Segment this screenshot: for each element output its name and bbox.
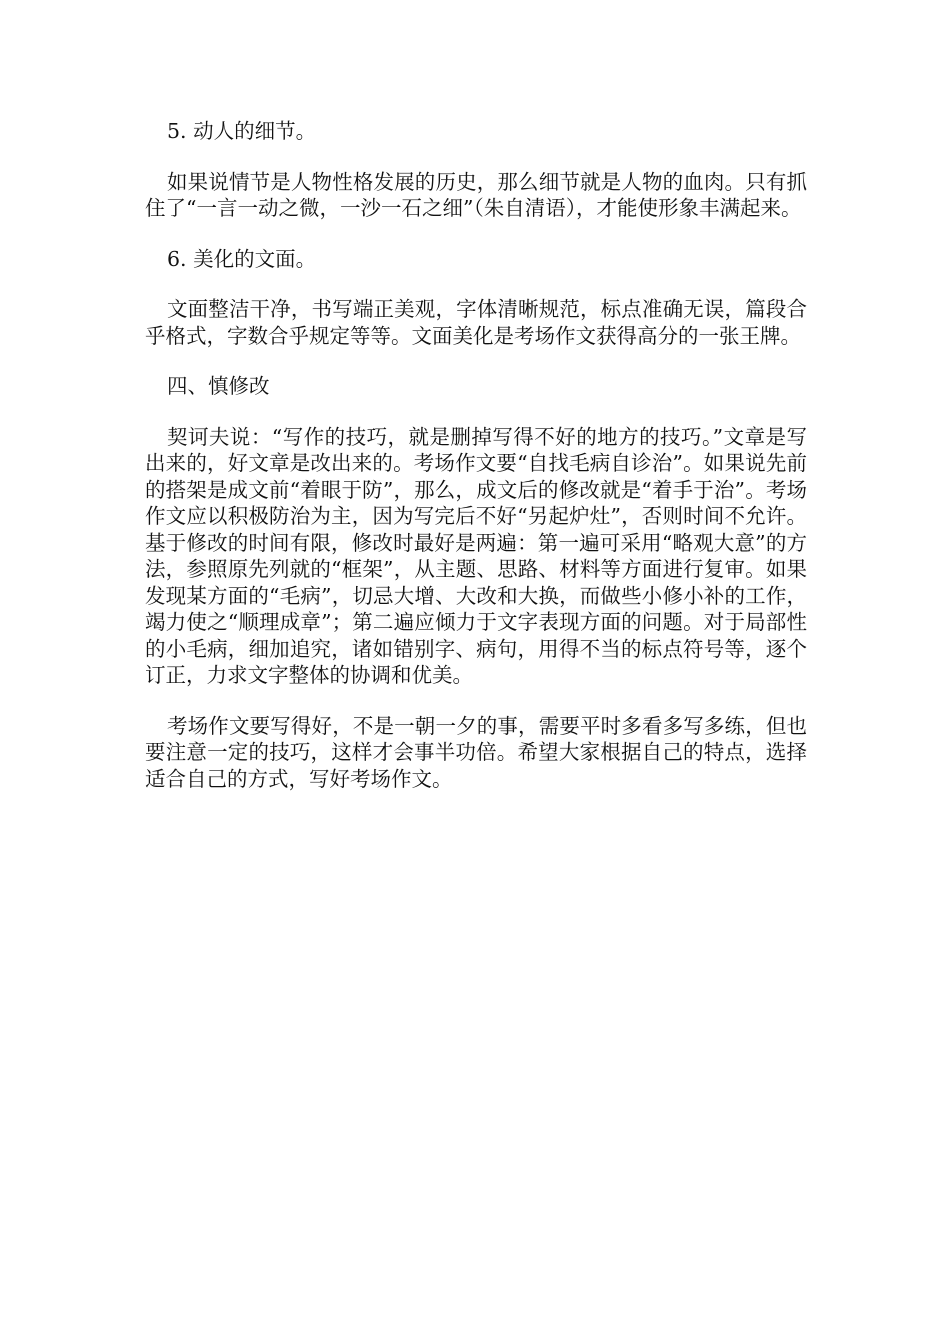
- paragraph-revision: 契诃夫说：“写作的技巧，就是删掉写得不好的地方的技巧。”文章是写出来的，好文章是改出来的。考场作文要“自找毛病自诊治”。如果说先前的搭架是成文前“着眼于防”，那么，成文后的修改就是“着手于治”。考场作文应以积极防治为主，因为写完后不好“另起炉灶”，否则时间不允许。基于修改的时间有限，修改时最好是两遍：第一遍可采用“略观大意”的方法，参照原先列就的“框架”，从主题、思路、材料等方面进行复审。如果发现某方面的“毛病”，切忌大增、大改和大换，而做些小修小补的工作，竭力使之“顺理成章”；第二遍应倾力于文字表现方面的问题。对于局部性的小毛病，细加追究，诸如错别字、病句，用得不当的标点符号等，逐个订正，力求文字整体的协调和优美。: [145, 424, 807, 687]
- paragraph-conclusion: 考场作文要写得好，不是一朝一夕的事，需要平时多看多写多练，但也要注意一定的技巧，这样才会事半功倍。希望大家根据自己的特点，选择适合自己的方式，写好考场作文。: [145, 713, 807, 791]
- paragraph-detail: 如果说情节是人物性格发展的历史，那么细节就是人物的血肉。只有抓住了“一言一动之微，一沙一石之细”（朱自清语），才能使形象丰满起来。: [145, 169, 807, 220]
- document-page: [145, 118, 807, 816]
- section-heading-detail: 5. 动人的细节。: [167, 119, 317, 143]
- section-heading-revision: 四、慎修改: [167, 374, 270, 398]
- section-heading-layout: 6. 美化的文面。: [167, 246, 317, 271]
- paragraph-layout: 文面整洁干净，书写端正美观，字体清晰规范，标点准确无误，篇段合乎格式，字数合乎规定等等。文面美化是考场作文获得高分的一张王牌。: [145, 297, 807, 348]
